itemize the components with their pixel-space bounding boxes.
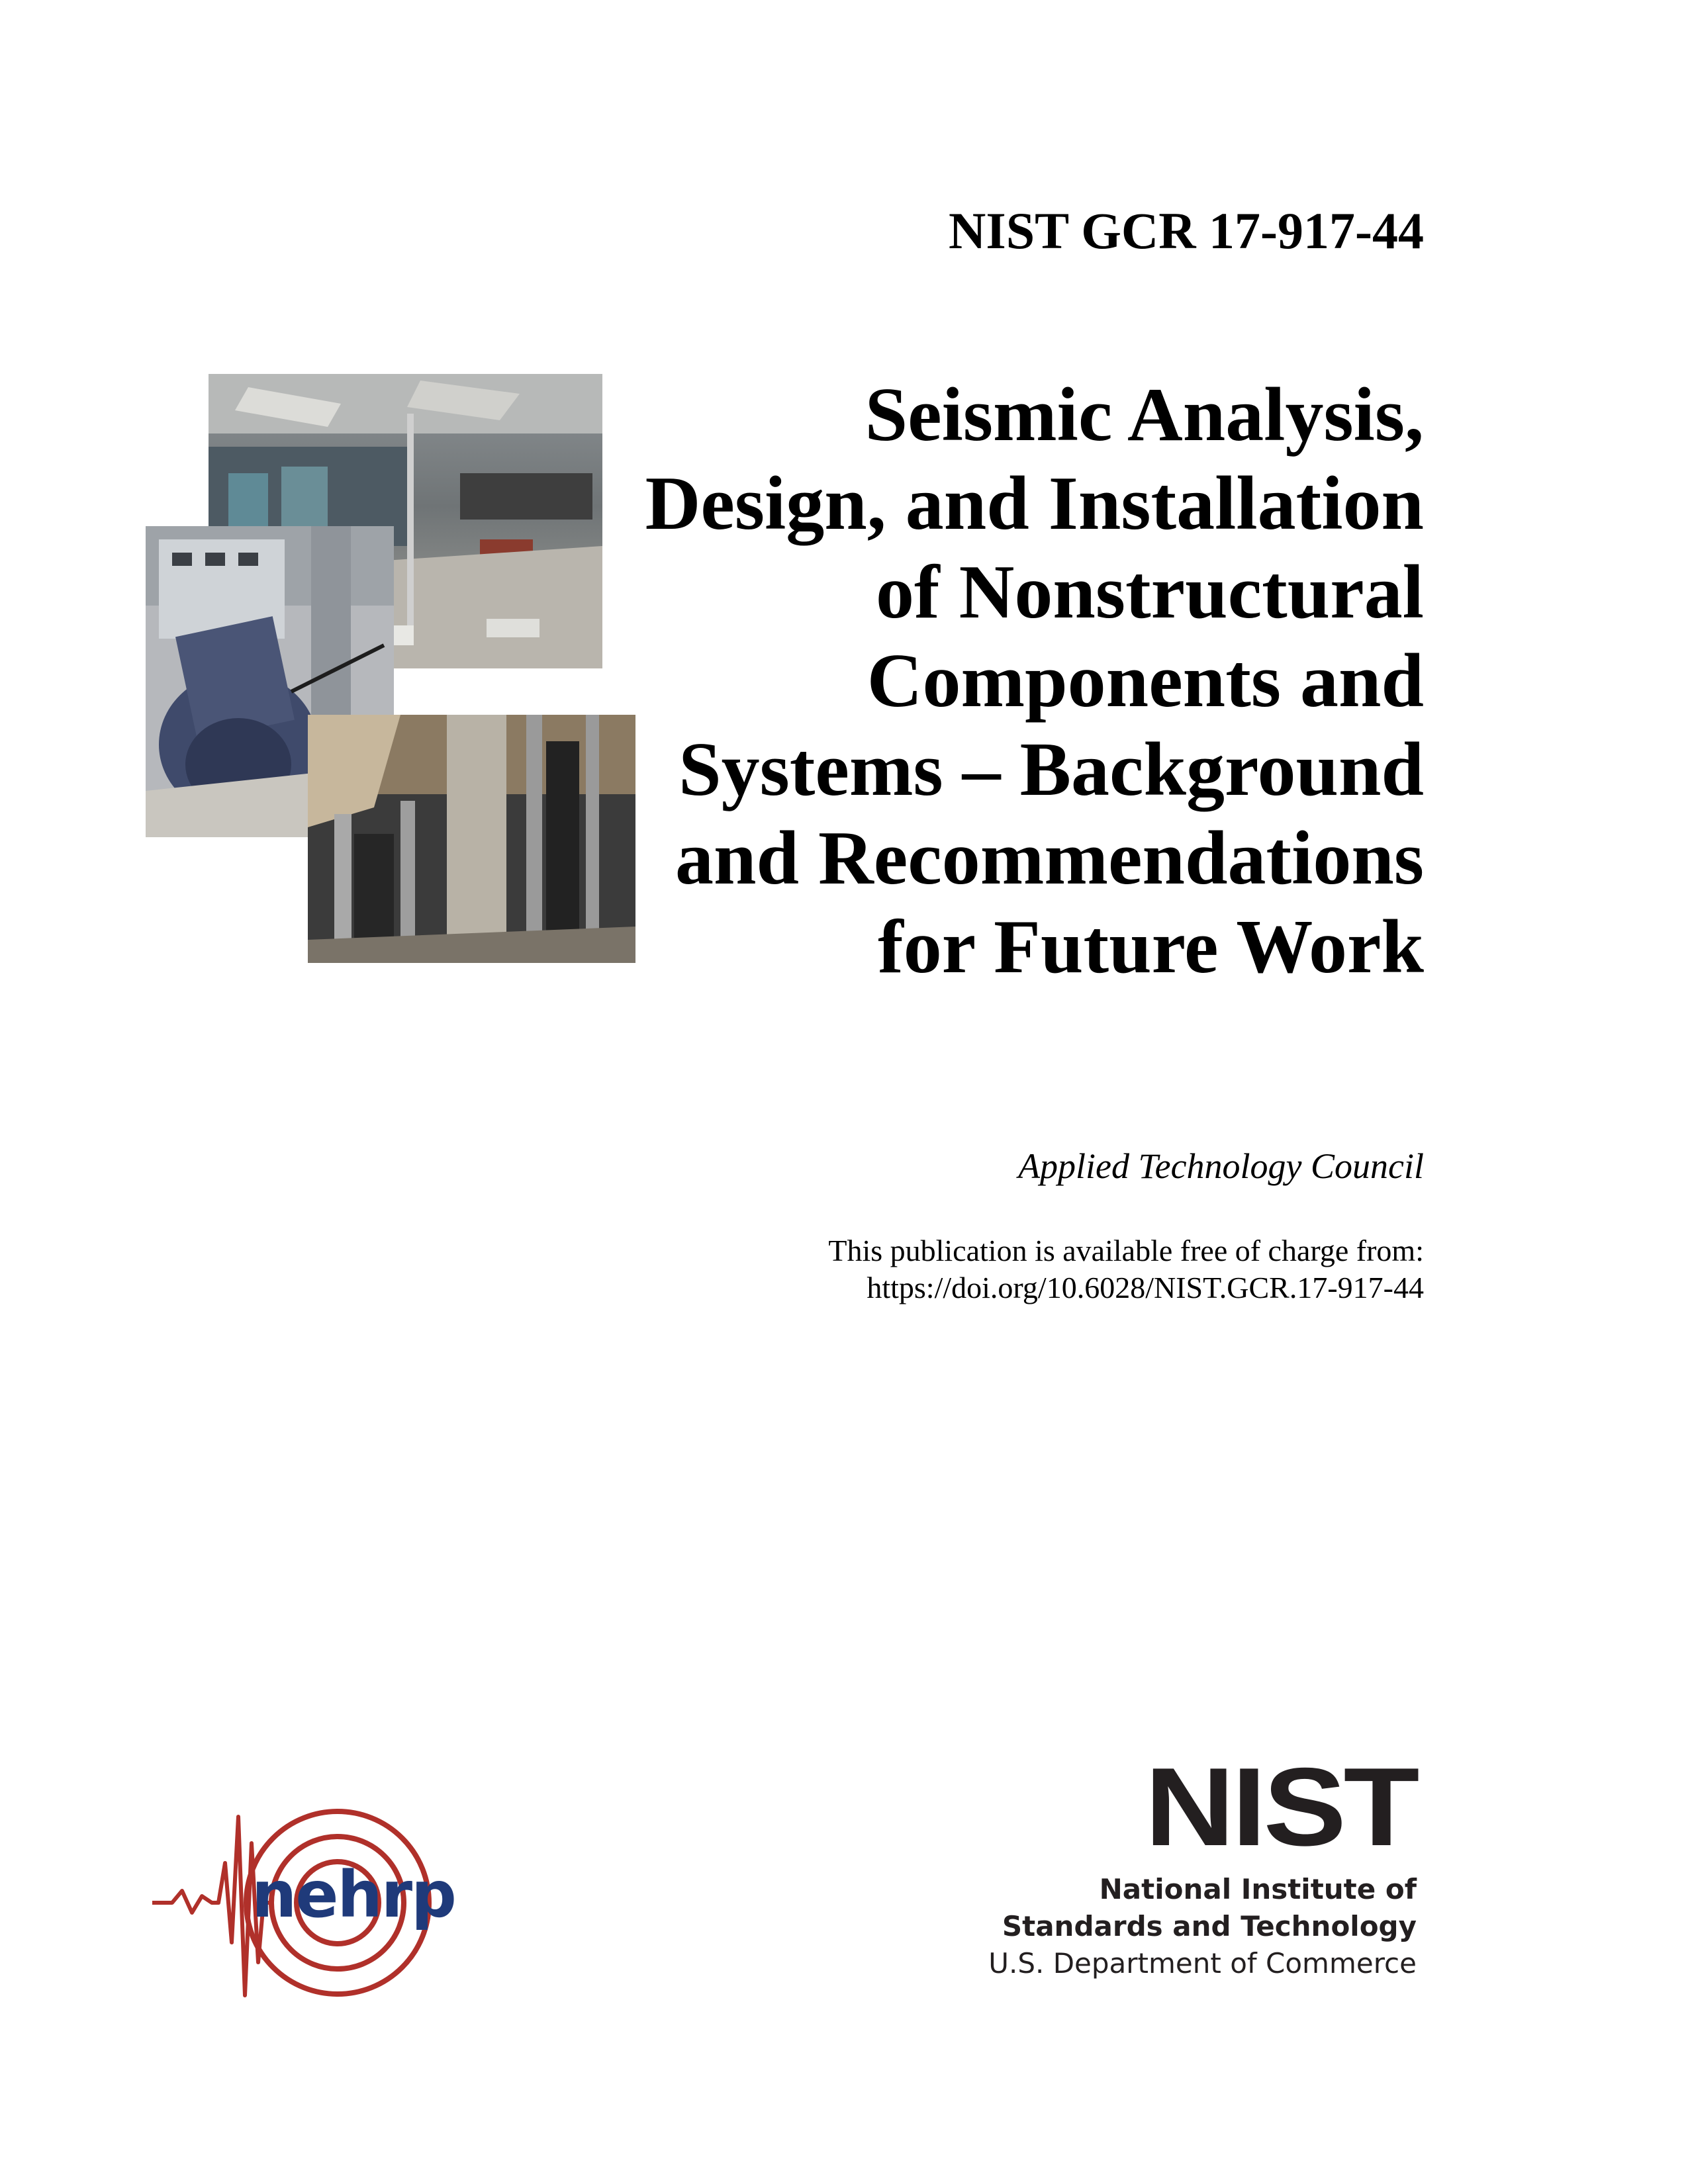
title-line: Design, and Installation (645, 461, 1424, 546)
title-line: Components and (867, 639, 1424, 723)
nist-wordmark: NIST (1145, 1745, 1417, 1869)
nist-name-line-2: Standards and Technology (1002, 1910, 1417, 1942)
report-number: NIST GCR 17-917-44 (949, 202, 1424, 259)
title-line: and Recommendations (675, 816, 1424, 901)
nist-logo (953, 1745, 1417, 1982)
title-line: Systems – Background (679, 727, 1424, 812)
doi-link[interactable]: https://doi.org/10.6028/NIST.GCR.17-917-44 (867, 1271, 1424, 1304)
nist-name-line-1: National Institute of (1099, 1873, 1417, 1905)
nist-department: U.S. Department of Commerce (988, 1947, 1417, 1979)
nehrp-logo (146, 1803, 457, 2002)
document-title (550, 371, 1424, 991)
author: Applied Technology Council (1018, 1146, 1424, 1186)
title-line: for Future Work (878, 905, 1424, 989)
availability-note (828, 1232, 1424, 1306)
title-line: of Nonstructural (875, 550, 1424, 635)
title-line: Seismic Analysis, (865, 373, 1424, 457)
availability-text: This publication is available free of charge from: (828, 1234, 1424, 1267)
nehrp-wordmark: nehrp (252, 1858, 455, 1932)
